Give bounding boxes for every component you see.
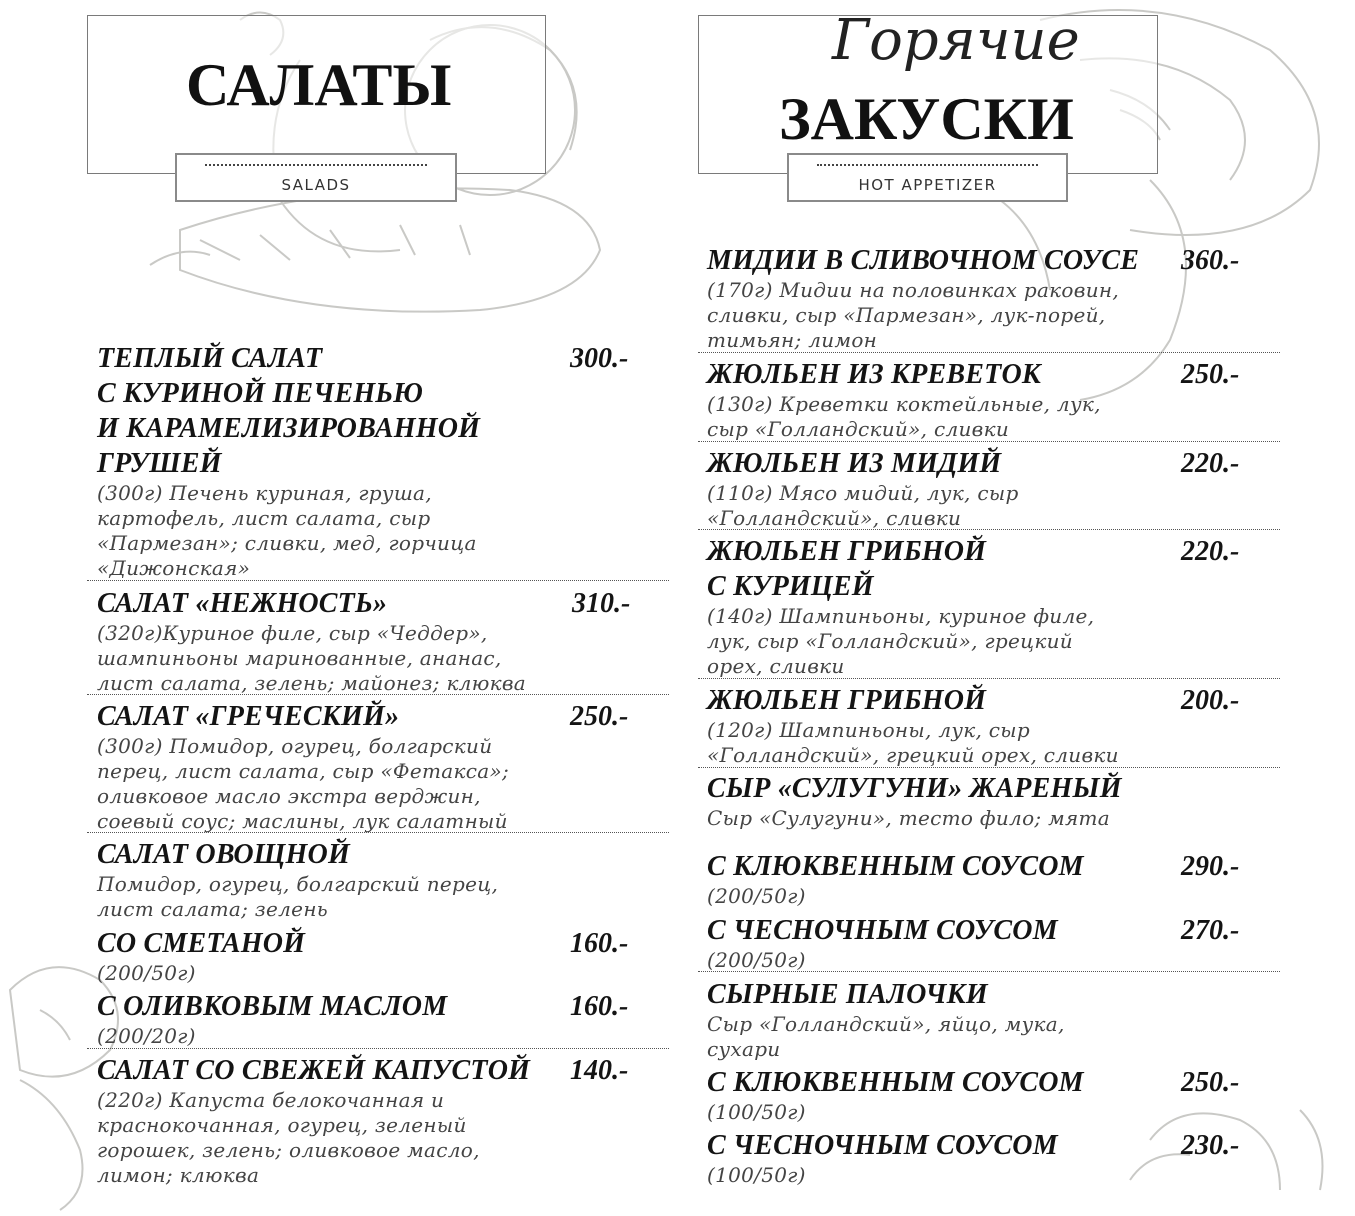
- item-description: лук, сыр «Голландский», грецкий: [707, 629, 1073, 653]
- item-description: (300г) Печень куриная, груша,: [97, 481, 432, 505]
- item-name: С КУРИНОЙ ПЕЧЕНЬЮ: [97, 378, 424, 409]
- item-name: МИДИИ В СЛИВОЧНОМ СОУСЕ: [707, 245, 1140, 276]
- item-description: (200/50г): [707, 948, 806, 972]
- item-price: 270.-: [1181, 915, 1240, 946]
- item-description: «Голландский», грецкий орех, сливки: [707, 743, 1119, 767]
- item-description: «Дижонская»: [97, 556, 251, 580]
- hot-subtitle: HOT APPETIZER: [858, 176, 997, 194]
- item-price: 160.-: [570, 928, 629, 959]
- menu-item: [97, 1053, 530, 1188]
- menu-item: [707, 771, 1122, 831]
- item-description: горошек, зелень; оливковое масло,: [97, 1138, 480, 1162]
- item-name: САЛАТ «НЕЖНОСТЬ»: [97, 588, 388, 619]
- dotted-separator: [87, 832, 669, 833]
- item-description: Сыр «Сулугуни», тесто фило; мята: [707, 806, 1111, 830]
- item-name: САЛАТ ОВОЩНОЙ: [97, 839, 350, 870]
- item-description: (120г) Шампиньоны, лук, сыр: [707, 718, 1031, 742]
- dotted-separator: [698, 971, 1280, 972]
- menu-item: [97, 837, 498, 922]
- item-price: 200.-: [1181, 685, 1240, 716]
- item-description: лимон; клюква: [97, 1163, 260, 1187]
- menu-item: [707, 446, 1019, 531]
- item-description: сухари: [707, 1037, 781, 1061]
- item-description: лист салата, зелень; майонез; клюква: [97, 671, 527, 695]
- item-name: С КЛЮКВЕННЫМ СОУСОМ: [707, 1067, 1084, 1098]
- item-description: (300г) Помидор, огурец, болгарский: [97, 734, 493, 758]
- item-price: 290.-: [1181, 851, 1240, 882]
- item-description: шампиньоны маринованные, ананас,: [97, 646, 502, 670]
- item-description: «Голландский», сливки: [707, 506, 962, 530]
- item-name: ЖЮЛЬЕН ГРИБНОЙ: [707, 685, 987, 716]
- item-name: ГРУШЕЙ: [97, 448, 222, 479]
- item-description: (170г) Мидии на половинках раковин,: [707, 278, 1120, 302]
- item-name: САЛАТ СО СВЕЖЕЙ КАПУСТОЙ: [97, 1055, 531, 1086]
- menu-item: [97, 926, 305, 986]
- item-price: 250.-: [1181, 1067, 1240, 1098]
- item-price: 140.-: [570, 1055, 629, 1086]
- item-name: СО СМЕТАНОЙ: [97, 928, 306, 959]
- item-description: тимьян; лимон: [707, 328, 878, 352]
- item-name: С ЧЕСНОЧНЫМ СОУСОМ: [707, 915, 1058, 946]
- item-description: (130г) Креветки коктейльные, лук,: [707, 392, 1101, 416]
- menu-item: [707, 683, 1119, 768]
- dotted-separator: [698, 352, 1280, 353]
- item-price: 250.-: [1181, 359, 1240, 390]
- dotted-separator: [698, 767, 1280, 768]
- menu-item: [707, 977, 1065, 1062]
- item-price: 360.-: [1181, 245, 1240, 276]
- item-description: Сыр «Голландский», яйцо, мука,: [707, 1012, 1065, 1036]
- menu-item: [97, 699, 509, 834]
- menu-item: [707, 1065, 1084, 1125]
- menu-item: [97, 341, 480, 581]
- item-name: С КУРИЦЕЙ: [707, 571, 874, 602]
- item-description: (100/50г): [707, 1100, 806, 1124]
- dotted-separator: [87, 1048, 669, 1049]
- item-description: (110г) Мясо мидий, лук, сыр: [707, 481, 1019, 505]
- item-description: (140г) Шампиньоны, куриное филе,: [707, 604, 1095, 628]
- item-description: (100/50г): [707, 1163, 806, 1187]
- item-description: (200/50г): [707, 884, 806, 908]
- hot-subtitle-box: [787, 153, 1068, 202]
- dotted-line: [817, 164, 1038, 166]
- item-price: 300.-: [570, 343, 629, 374]
- item-description: лист салата; зелень: [97, 897, 328, 921]
- item-description: соевый соус; маслины, лук салатный: [97, 809, 508, 833]
- hot-title: ЗАКУСКИ: [779, 86, 1074, 152]
- salads-title: САЛАТЫ: [186, 52, 452, 118]
- item-description: Помидор, огурец, болгарский перец,: [97, 872, 499, 896]
- item-description: (220г) Капуста белокочанная и: [97, 1088, 445, 1112]
- item-name: ЖЮЛЬЕН ГРИБНОЙ: [707, 536, 987, 567]
- hot-title-script: Горячие: [832, 8, 1080, 73]
- item-price: 220.-: [1181, 448, 1240, 479]
- item-description: сливки, сыр «Пармезан», лук-порей,: [707, 303, 1106, 327]
- dotted-separator: [698, 678, 1280, 679]
- item-name: С ЧЕСНОЧНЫМ СОУСОМ: [707, 1130, 1058, 1161]
- item-description: «Пармезан»; сливки, мед, горчица: [97, 531, 477, 555]
- item-name: С ОЛИВКОВЫМ МАСЛОМ: [97, 991, 448, 1022]
- menu-item: [97, 989, 447, 1049]
- salads-subtitle: SALADS: [281, 176, 351, 194]
- dotted-separator: [698, 441, 1280, 442]
- dotted-line: [205, 164, 427, 166]
- item-name: ЖЮЛЬЕН ИЗ КРЕВЕТОК: [707, 359, 1042, 390]
- item-description: картофель, лист салата, сыр: [97, 506, 431, 530]
- menu-item: [707, 357, 1101, 442]
- item-name: С КЛЮКВЕННЫМ СОУСОМ: [707, 851, 1084, 882]
- item-description: (200/50г): [97, 961, 196, 985]
- item-name: СЫР «СУЛУГУНИ» ЖАРЕНЫЙ: [707, 773, 1122, 804]
- menu-item: [707, 849, 1084, 909]
- item-description: (320г)Куриное филе, сыр «Чеддер»,: [97, 621, 488, 645]
- item-name: ЖЮЛЬЕН ИЗ МИДИЙ: [707, 448, 1002, 479]
- item-description: орех, сливки: [707, 654, 845, 678]
- menu-item: [97, 586, 526, 696]
- menu-item: [707, 243, 1139, 353]
- item-price: 250.-: [570, 701, 629, 732]
- menu-item: [707, 913, 1058, 973]
- item-description: перец, лист салата, сыр «Фетакса»;: [97, 759, 510, 783]
- item-name: САЛАТ «ГРЕЧЕСКИЙ»: [97, 701, 400, 732]
- item-description: сыр «Голландский», сливки: [707, 417, 1010, 441]
- item-name: И КАРАМЕЛИЗИРОВАННОЙ: [97, 413, 481, 444]
- salads-subtitle-box: [175, 153, 457, 202]
- item-price: 220.-: [1181, 536, 1240, 567]
- item-price: 160.-: [570, 991, 629, 1022]
- menu-item: [707, 534, 1094, 679]
- item-price: 230.-: [1181, 1130, 1240, 1161]
- item-name: СЫРНЫЕ ПАЛОЧКИ: [707, 979, 988, 1010]
- item-price: 310.-: [572, 588, 631, 619]
- dotted-separator: [87, 580, 669, 581]
- menu-item: [707, 1128, 1058, 1188]
- item-description: краснокочанная, огурец, зеленый: [97, 1113, 467, 1137]
- dotted-separator: [87, 694, 669, 695]
- item-name: ТЕПЛЫЙ САЛАТ: [97, 343, 323, 374]
- dotted-separator: [698, 529, 1280, 530]
- item-description: оливковое масло экстра верджин,: [97, 784, 481, 808]
- item-description: (200/20г): [97, 1024, 196, 1048]
